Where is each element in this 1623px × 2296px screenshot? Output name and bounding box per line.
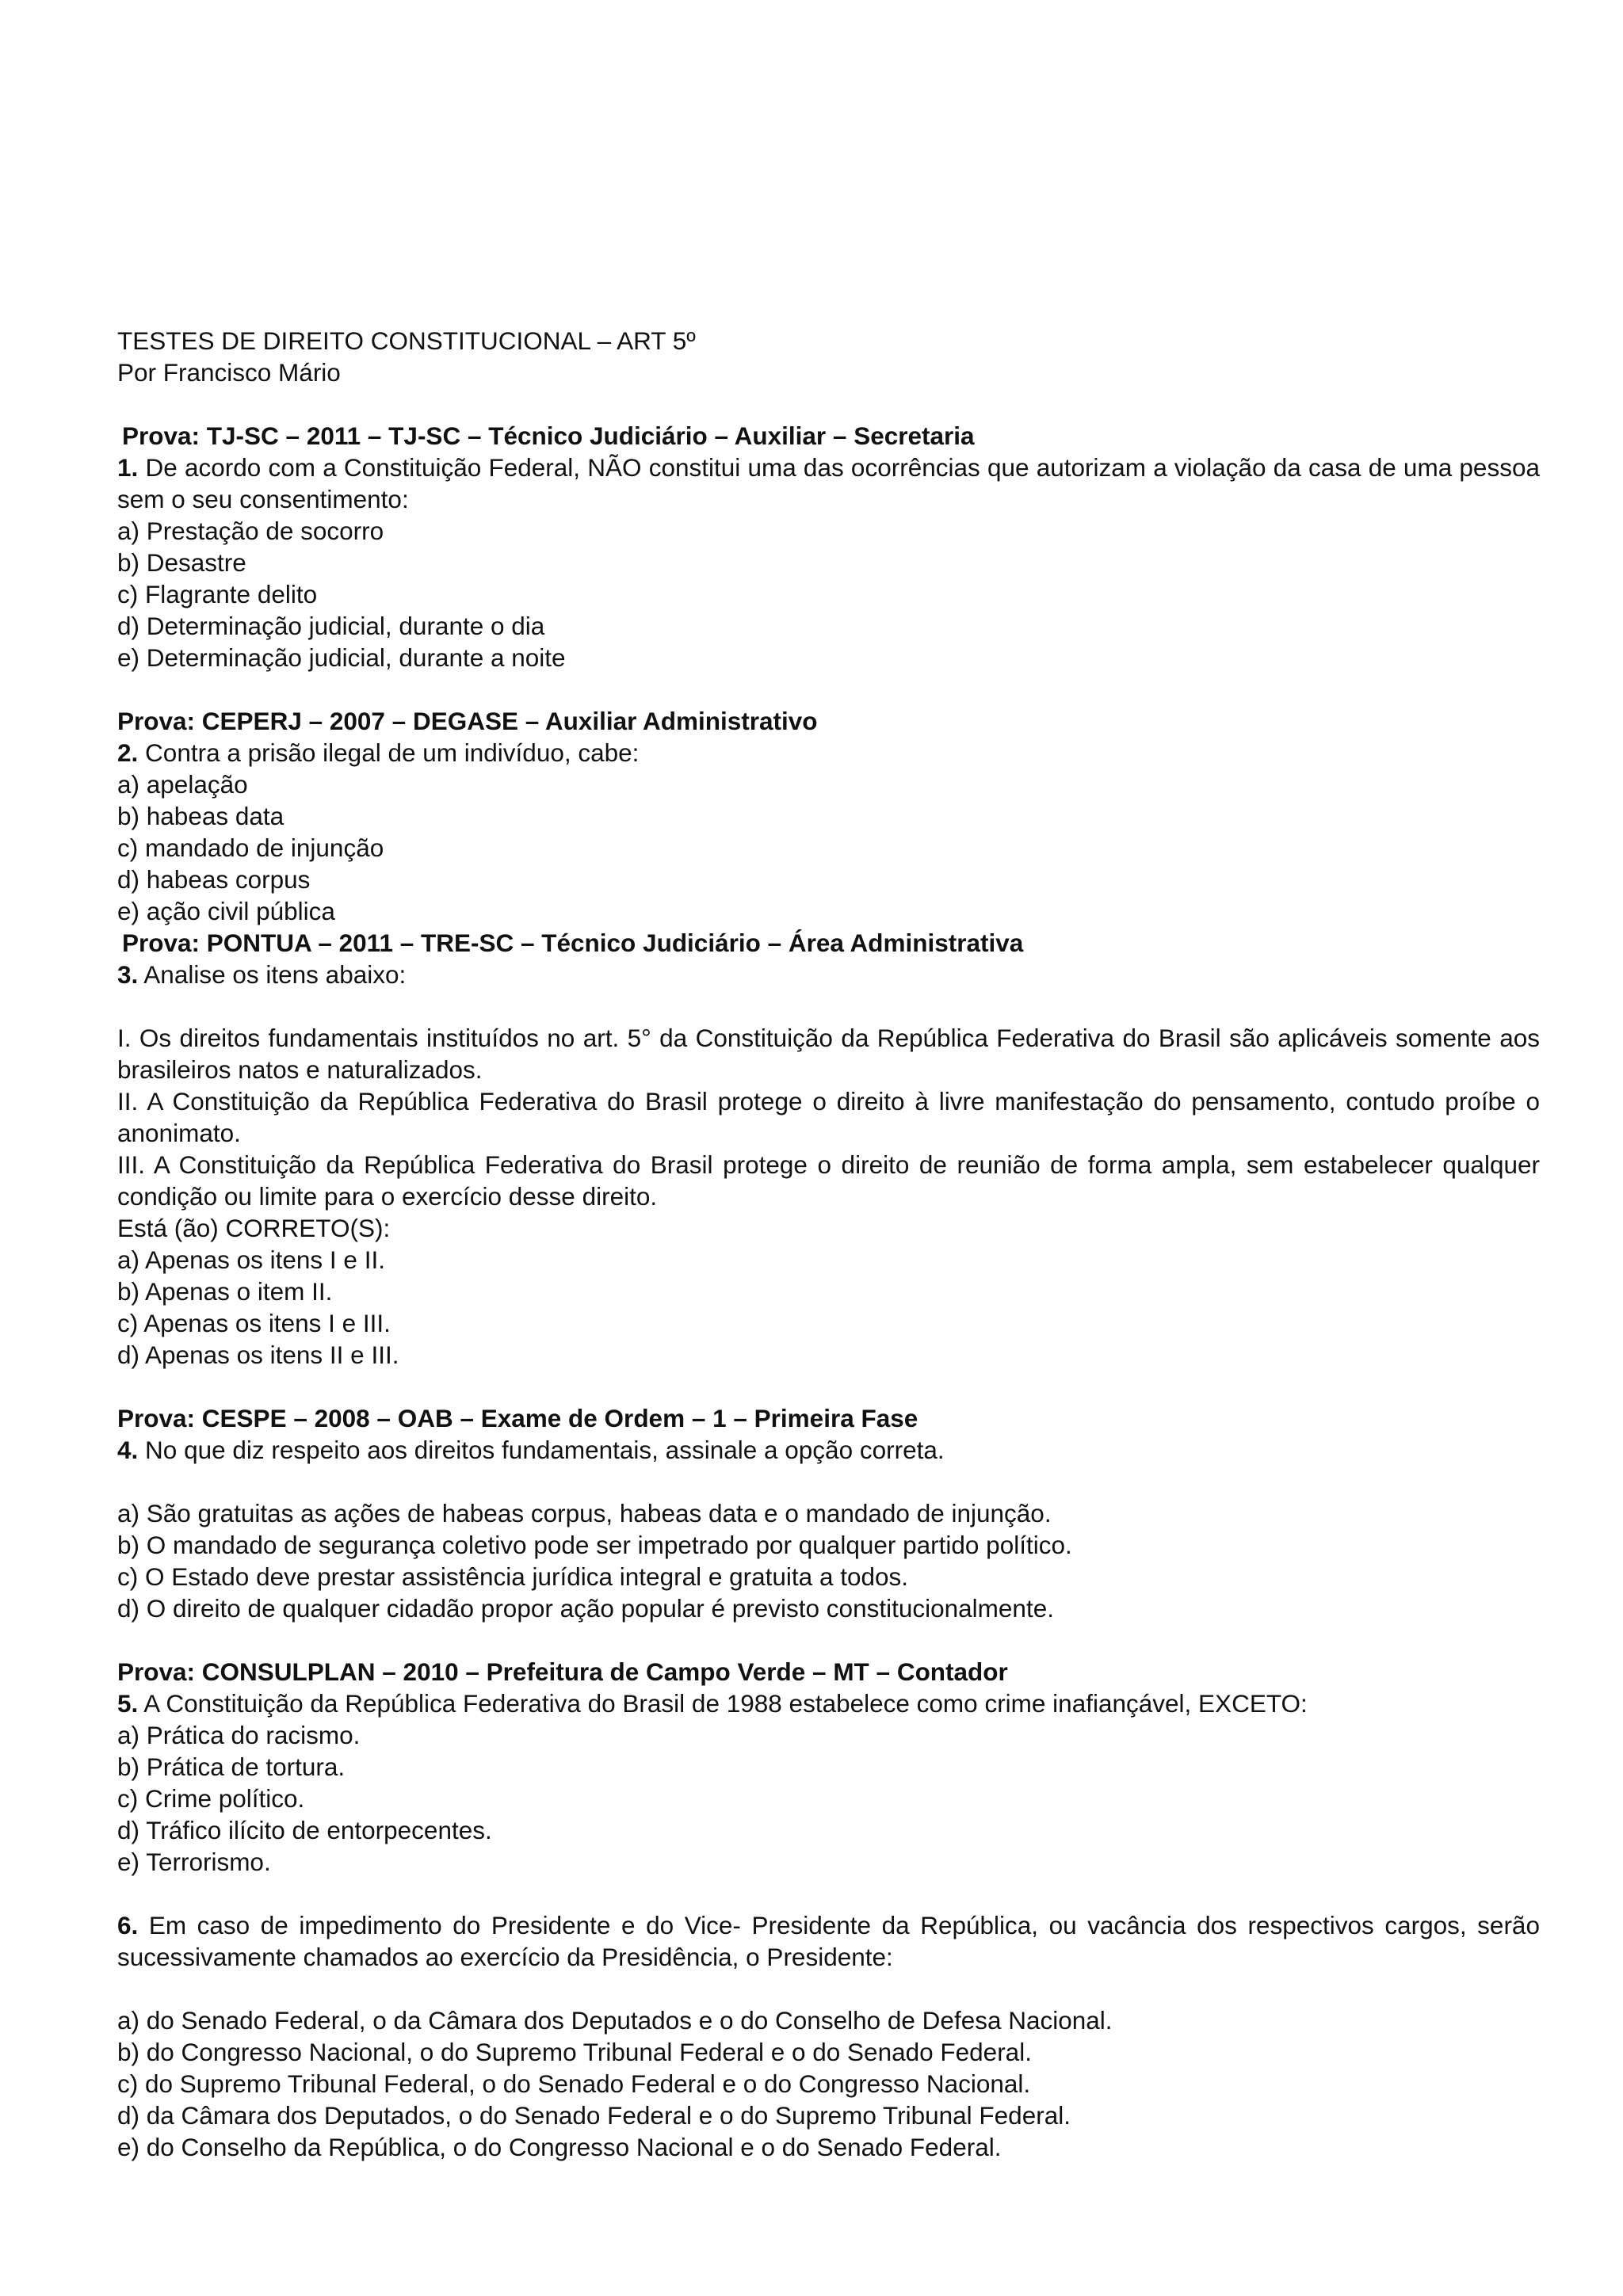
option-6b: b) do Congresso Nacional, o do Supremo Tribunal Federal e o do Senado Federal. (117, 2038, 1032, 2066)
statement-iii: III. A Constituição da República Federativa do Brasil protege o direito de reunião de forma ampla, sem estabelecer qualquer condição ou limite para o exercício desse direito. (117, 1150, 1540, 1211)
question-number: 1. (117, 453, 139, 482)
option-5e: e) Terrorismo. (117, 1848, 271, 1876)
option-3d: d) Apenas os itens II e III. (117, 1341, 399, 1369)
option-2c: c) mandado de injunção (117, 833, 384, 862)
question-text: De acordo com a Constituição Federal, NÃO constitui uma das ocorrências que autorizam a violação da casa de uma pessoa sem o seu consentimento: (117, 453, 1540, 513)
option-2e: e) ação civil pública (117, 897, 335, 925)
option-6a: a) do Senado Federal, o da Câmara dos Deputados e o do Conselho de Defesa Nacional. (117, 2006, 1113, 2035)
question-5 (117, 1688, 1540, 1719)
question-text: Analise os itens abaixo: (143, 960, 407, 989)
option-1a: a) Prestação de socorro (117, 517, 384, 545)
option-4d: d) O direito de qualquer cidadão propor ação popular é previsto constitucionalmente. (117, 1594, 1054, 1623)
option-5b: b) Prática de tortura. (117, 1753, 346, 1781)
question-1 (117, 452, 1540, 515)
option-3b: b) Apenas o item II. (117, 1277, 333, 1306)
option-3a: a) Apenas os itens I e II. (117, 1245, 385, 1274)
option-4c: c) O Estado deve prestar assistência jurídica integral e gratuita a todos. (117, 1562, 909, 1591)
spacer (117, 990, 1540, 1022)
question-text: A Constituição da República Federativa do Brasil de 1988 estabelece como crime inafiançável, EXCETO: (143, 1689, 1308, 1718)
option-1c: c) Flagrante delito (117, 580, 318, 608)
spacer (117, 673, 1540, 705)
question-number: 3. (117, 960, 139, 989)
option-3c: c) Apenas os itens I e III. (117, 1309, 391, 1337)
exam-heading-3: Prova: PONTUA – 2011 – TRE-SC – Técnico Judiciário – Área Administrativa (122, 929, 1024, 957)
option-6c: c) do Supremo Tribunal Federal, o do Senado Federal e o do Congresso Nacional. (117, 2069, 1031, 2098)
spacer (117, 1973, 1540, 2004)
option-1e: e) Determinação judicial, durante a noite (117, 643, 566, 672)
document-title: TESTES DE DIREITO CONSTITUCIONAL – ART 5º (117, 326, 696, 355)
option-4b: b) O mandado de segurança coletivo pode ser impetrado por qualquer partido político. (117, 1531, 1072, 1559)
option-2a: a) apelação (117, 770, 248, 799)
exam-heading-1: Prova: TJ-SC – 2011 – TJ-SC – Técnico Judiciário – Auxiliar – Secretaria (122, 421, 975, 450)
option-5d: d) Tráfico ilícito de entorpecentes. (117, 1816, 492, 1844)
spacer (117, 1371, 1540, 1402)
question-2 (117, 737, 1540, 769)
exam-heading-5: Prova: CONSULPLAN – 2010 – Prefeitura de Campo Verde – MT – Contador (117, 1657, 1008, 1686)
option-6e: e) do Conselho da República, o do Congresso Nacional e o do Senado Federal. (117, 2133, 1002, 2161)
option-2d: d) habeas corpus (117, 865, 311, 894)
question-6 (117, 1909, 1540, 1973)
document-author: Por Francisco Mário (117, 358, 341, 387)
option-4a: a) São gratuitas as ações de habeas corpus, habeas data e o mandado de injunção. (117, 1499, 1052, 1527)
spacer (117, 1466, 1540, 1497)
option-6d: d) da Câmara dos Deputados, o do Senado Federal e o do Supremo Tribunal Federal. (117, 2101, 1071, 2130)
question-number: 6. (117, 1911, 139, 1939)
option-1d: d) Determinação judicial, durante o dia (117, 612, 545, 640)
exam-heading-2: Prova: CEPERJ – 2007 – DEGASE – Auxiliar Administrativo (117, 707, 818, 735)
statement-i: I. Os direitos fundamentais instituídos no art. 5° da Constituição da República Federativa do Brasil são aplicáveis somente aos brasileiros natos e naturalizados. (117, 1024, 1540, 1084)
question-3 (117, 959, 1540, 990)
option-1b: b) Desastre (117, 548, 246, 577)
option-5c: c) Crime político. (117, 1784, 305, 1813)
question-text: Contra a prisão ilegal de um indivíduo, cabe: (145, 738, 640, 767)
question-number: 5. (117, 1689, 139, 1718)
question-prompt: Está (ão) CORRETO(S): (117, 1214, 391, 1242)
option-2b: b) habeas data (117, 802, 285, 830)
spacer (117, 388, 1540, 420)
question-number: 2. (117, 738, 139, 767)
statement-ii: II. A Constituição da República Federativa do Brasil protege o direito à livre manifestação do pensamento, contudo proíbe o anonimato. (117, 1087, 1540, 1147)
document-page (117, 325, 1540, 2163)
option-5a: a) Prática do racismo. (117, 1721, 361, 1749)
question-text: No que diz respeito aos direitos fundamentais, assinale a opção correta. (145, 1436, 945, 1464)
question-number: 4. (117, 1436, 139, 1464)
question-4 (117, 1434, 1540, 1466)
spacer (117, 1878, 1540, 1909)
question-text: Em caso de impedimento do Presidente e do Vice- Presidente da República, ou vacância dos respectivos cargos, serão sucessivamente chamados ao exercício da Presidência, o Presidente: (117, 1911, 1540, 1971)
spacer (117, 1624, 1540, 1656)
exam-heading-4: Prova: CESPE – 2008 – OAB – Exame de Ordem – 1 – Primeira Fase (117, 1404, 918, 1432)
